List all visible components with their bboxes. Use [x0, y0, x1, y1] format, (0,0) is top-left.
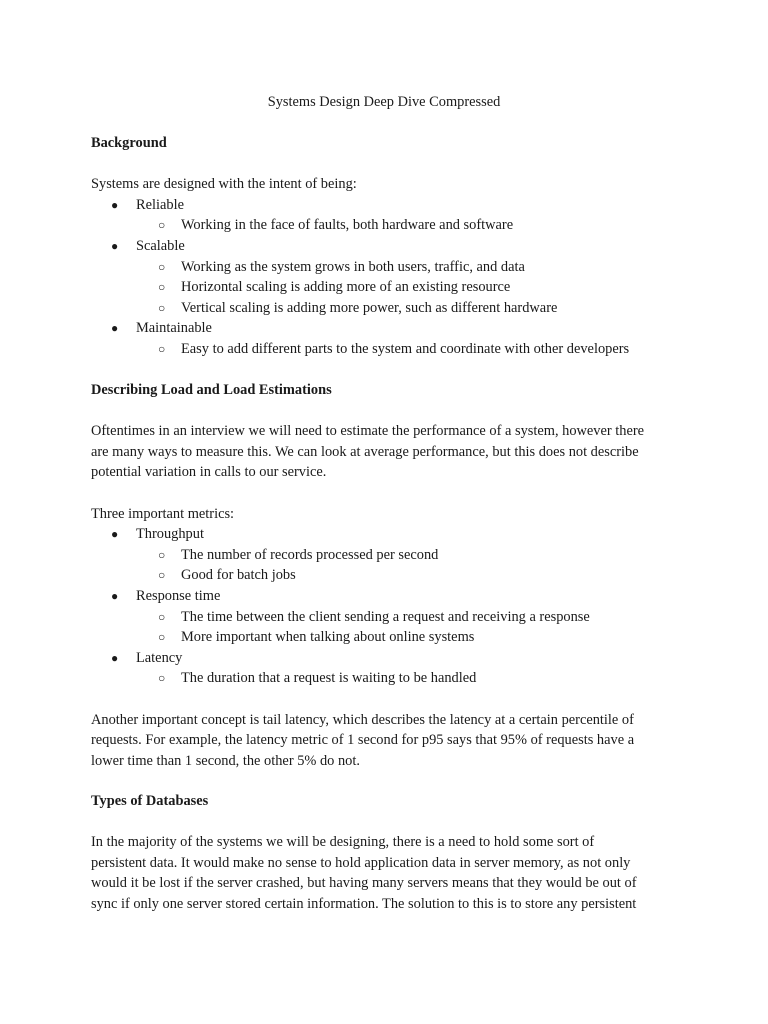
bullet-hollow: ○: [158, 300, 166, 315]
sublist-item-text: Good for batch jobs: [181, 567, 296, 584]
heading-background: Background: [91, 135, 167, 151]
sublist-item: [136, 339, 681, 360]
databases-paragraph-line: In the majority of the systems we will be designing, there is a need to hold some sort of: [91, 834, 595, 851]
bullet-hollow: ○: [158, 341, 166, 356]
background-list: [91, 195, 681, 360]
sublist-item: [136, 627, 681, 648]
bullet-hollow: ○: [158, 609, 166, 624]
bullet-hollow: ○: [158, 547, 166, 562]
list-item: [91, 195, 681, 236]
list-item-label: Throughput: [136, 526, 204, 543]
sublist-item-text: Horizontal scaling is adding more of an existing resource: [181, 279, 511, 296]
bullet-hollow: ○: [158, 630, 166, 645]
list-item-label: Response time: [136, 587, 221, 604]
list-item: [91, 648, 681, 689]
sublist: [136, 607, 681, 648]
sublist-item: [136, 257, 681, 278]
heading-databases: Types of Databases: [91, 793, 209, 809]
heading-load: Describing Load and Load Estimations: [91, 382, 332, 398]
bullet-hollow: ○: [158, 259, 166, 274]
list-item-label: Maintainable: [136, 320, 212, 337]
metrics-intro: Three important metrics:: [91, 505, 235, 522]
tail-latency-line: Another important concept is tail latency, which describes the latency at a certain percentile of: [91, 711, 634, 728]
sublist-item-text: Vertical scaling is adding more power, such as different hardware: [181, 299, 558, 316]
sublist-item-text: More important when talking about online systems: [181, 629, 475, 646]
bullet-hollow: ○: [158, 280, 166, 295]
sublist: [136, 257, 681, 319]
databases-paragraph-line: sync if only one server stored certain information. The solution to this is to store any persistent: [91, 895, 637, 912]
sublist-item: [136, 565, 681, 586]
list-item: [91, 318, 681, 359]
metrics-list: [91, 524, 681, 689]
load-paragraph-line: Oftentimes in an interview we will need to estimate the performance of a system, however there: [91, 423, 645, 440]
sublist-item-text: Working as the system grows in both users, traffic, and data: [181, 258, 525, 275]
tail-latency-line: requests. For example, the latency metric of 1 second for p95 says that 95% of requests have a: [91, 732, 635, 749]
section-load: [91, 380, 681, 771]
sublist: [136, 668, 681, 689]
bullet-filled: ●: [111, 527, 119, 542]
bullet-filled: ●: [111, 650, 119, 665]
sublist-item: [136, 668, 681, 689]
load-paragraph-line: potential variation in calls to our service.: [91, 464, 327, 481]
sublist-item-text: The number of records processed per second: [181, 546, 439, 563]
list-item-label: Scalable: [136, 237, 185, 254]
list-item-label: Latency: [136, 649, 183, 666]
sublist: [136, 215, 681, 236]
sublist-item: [136, 607, 681, 628]
list-item-label: Reliable: [136, 196, 184, 213]
sublist-item: [136, 277, 681, 298]
section-databases: [91, 791, 681, 915]
bullet-filled: ●: [111, 197, 119, 212]
sublist: [136, 339, 681, 360]
bullet-filled: ●: [111, 238, 119, 253]
load-paragraph-line: are many ways to measure this. We can look at average performance, but this does not describe: [91, 443, 639, 460]
databases-paragraph-line: persistent data. It would make no sense to hold application data in server memory, as not only: [91, 854, 631, 871]
sublist-item-text: The time between the client sending a request and receiving a response: [181, 608, 590, 625]
sublist-item: [136, 298, 681, 319]
databases-paragraph-line: would it be lost if the server crashed, but having many servers means that they would be out of: [91, 875, 637, 892]
sublist: [136, 545, 681, 586]
bullet-filled: ●: [111, 588, 119, 603]
sublist-item-text: The duration that a request is waiting to be handled: [181, 670, 477, 687]
sublist-item: [136, 215, 681, 236]
sublist-item: [136, 545, 681, 566]
sublist-item-text: Working in the face of faults, both hardware and software: [181, 217, 514, 234]
document-title: Systems Design Deep Dive Compressed: [267, 94, 501, 110]
bullet-hollow: ○: [158, 568, 166, 583]
background-intro: Systems are designed with the intent of being:: [91, 176, 357, 193]
bullet-filled: ●: [111, 321, 119, 336]
bullet-hollow: ○: [158, 218, 166, 233]
sublist-item-text: Easy to add different parts to the system and coordinate with other developers: [181, 340, 630, 357]
tail-latency-line: lower time than 1 second, the other 5% do not.: [91, 752, 360, 769]
list-item: [91, 236, 681, 318]
list-item: [91, 524, 681, 586]
section-background: [91, 133, 681, 360]
list-item: [91, 586, 681, 648]
bullet-hollow: ○: [158, 671, 166, 686]
